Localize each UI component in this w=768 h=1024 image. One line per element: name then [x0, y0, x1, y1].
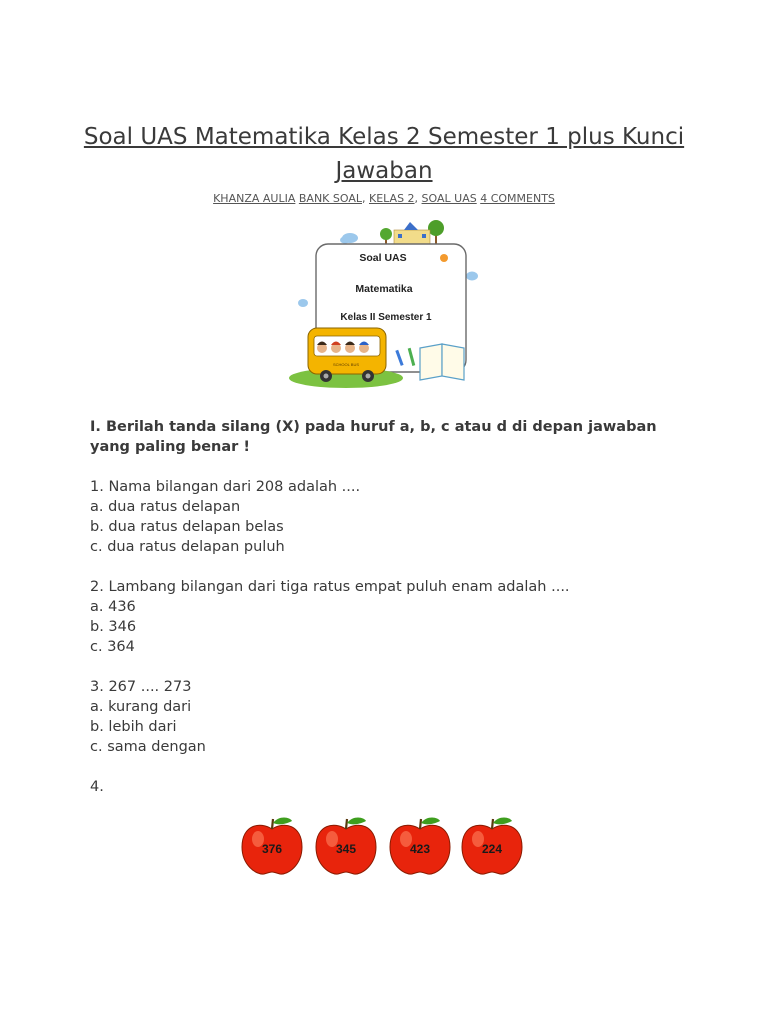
apple-number: 423 [409, 842, 431, 856]
answer-option: b. lebih dari [90, 719, 177, 735]
apple-number-row [238, 815, 528, 879]
category-link-soal-uas[interactable]: SOAL UAS [421, 192, 477, 205]
open-book-icon [420, 344, 464, 380]
bus-label: SCHOOL BUS [332, 362, 360, 367]
cover-line1: Soal UAS [359, 252, 407, 264]
question-list [90, 477, 680, 797]
article-title[interactable]: Soal UAS Matematika Kelas 2 Semester 1 plus Kunci Jawaban [83, 124, 685, 184]
answer-option: a. kurang dari [90, 699, 192, 715]
question-prompt: 1. Nama bilangan dari 208 adalah .... [90, 479, 361, 495]
cover-line2: Matematika [355, 283, 413, 295]
apple-number: 376 [261, 842, 283, 856]
meta-separator: , [362, 192, 369, 205]
cover-line3: Kelas II Semester 1 [340, 312, 432, 323]
apple-icon [238, 815, 306, 877]
question-item [90, 677, 680, 757]
answer-option: c. dua ratus delapan puluh [90, 539, 285, 555]
answer-option: b. 346 [90, 619, 137, 635]
answer-option: a. 436 [90, 599, 136, 615]
category-link-kelas-2[interactable]: KELAS 2 [369, 192, 415, 205]
answer-option: b. dua ratus delapan belas [90, 519, 284, 535]
school-bus-icon [308, 328, 386, 382]
category-link-bank-soal[interactable]: BANK SOAL [298, 192, 362, 205]
question-prompt: 2. Lambang bilangan dari tiga ratus empat puluh enam adalah .... [90, 579, 570, 595]
apple-icon [386, 815, 454, 877]
cover-illustration [286, 214, 482, 392]
comments-link[interactable]: 4 COMMENTS [480, 192, 555, 205]
question-item [90, 577, 680, 657]
answer-option: c. 364 [90, 639, 135, 655]
answer-option: c. sama dengan [90, 739, 206, 755]
question-prompt: 4. [90, 779, 104, 795]
article-meta [0, 192, 768, 205]
apple-number: 345 [335, 842, 357, 856]
school-building-icon [394, 222, 430, 244]
meta-separator: , [414, 192, 422, 205]
question-prompt: 3. 267 .... 273 [90, 679, 192, 695]
author-link[interactable]: KHANZA AULIA [213, 192, 296, 205]
apple-icon [312, 815, 380, 877]
question-item [90, 477, 680, 557]
apple-number: 224 [481, 842, 503, 856]
answer-option: a. dua ratus delapan [90, 499, 241, 515]
instruction-text: I. Berilah tanda silang (X) pada huruf a, b, c atau d di depan jawaban yang paling benar ! [90, 419, 657, 455]
article-body [90, 417, 680, 817]
question-item [90, 777, 680, 797]
apple-icon [458, 815, 526, 877]
sun-icon [440, 254, 448, 262]
